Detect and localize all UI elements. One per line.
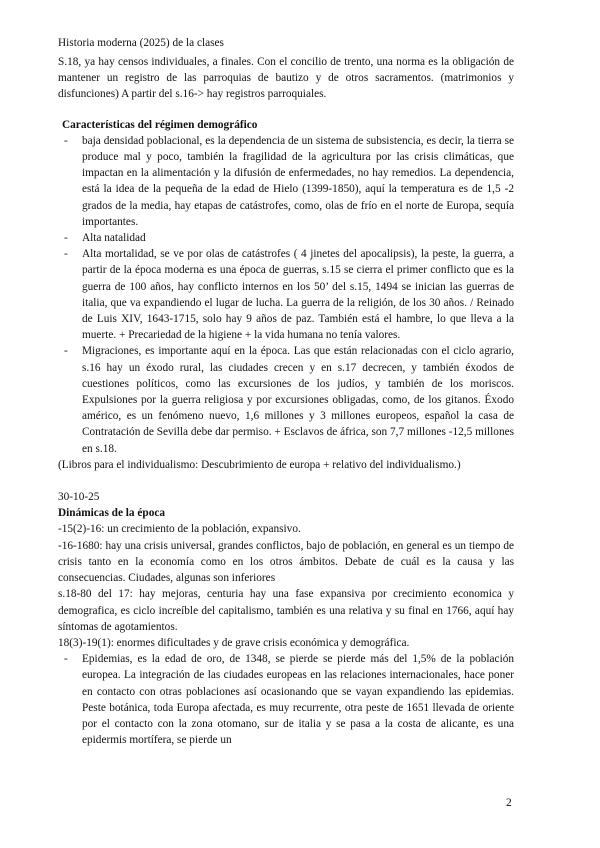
list-item: - Migraciones, es importante aquí en la época. Las que están relacionadas con el ciclo agrario, s.16 hay un éxodo rural, las ciudades crecen y en s.17 decrecen, y también éxodos de cuestiones políticos, como las excursiones de los judíos, y también de los moriscos. Expulsiones por la guerra religiosa y por excursiones obligadas, como, de los gitanos. Éxodo américo, es un fenómeno nuevo, 1,6 millones y 3 millones europeos, español la casa de Contratación de Sevilla debe dar permiso. + Esclavos de áfrica, son 7,7 millones -12,5 millones en s.18. <box>58 343 514 456</box>
books-note: (Libros para el individualismo: Descubrimiento de europa + relativo del individualismo.) <box>58 458 461 471</box>
list-item: - baja densidad poblacional, es la dependencia de un sistema de subsistencia, es decir, la tierra se produce mal y poco, también la fragilidad de la agricultura por las crisis climáticas, que impactan en la alimentación y la difusión de enfermedades, no hay remedios. La dependencia, está la idea de la pequeña de la edad de Hielo (1399-1850), aquí la temperatura es de 1,5 -2 grados de la media, hay etapas de catástrofes, como, olas de frío en el norte de Europa, sequía importantes. <box>58 133 514 230</box>
dynamics-paragraph: s.18-80 del 17: hay mejoras, centuria hay una fase expansiva por crecimiento economica y demografica, es ciclo increíble del capitalismo, también es una relativa y su final en 1766, aquí hay síntomas de agotamientos. <box>58 588 514 633</box>
document-body <box>58 54 514 748</box>
list-item: - Alta mortalidad, se ve por olas de catástrofes ( 4 jinetes del apocalipsis), la peste, la guerra, a partir de la época moderna es una época de guerras, s.15 se cierra el primer conflicto que es la guerra de 100 años, hay conflicto internos en los 50’ del s.15, 1494 se inician las guerras de italia, que va expandiendo el lugar de lucha. La guerra de la religión, de los 30 años. / Reinado de Luis XIV, 1643-1715, solo hay 9 años de paz. También está el hambre, lo que lleva a la muerte. + Precariedad de la higiene + la vida humana no tenía valores. <box>58 246 514 343</box>
dynamics-paragraph: -16-1680: hay una crisis universal, grandes conflictos, bajo de población, en general es un tiempo de crisis tanto en la economía como en los otros ámbitos. Debate de cuál es la causa y las consecuencias. Ciudades, algunas son inferiores <box>58 539 514 585</box>
page-number: 2 <box>506 797 512 809</box>
dynamics-paragraph: 18(3)-19(1): enormes dificultades y de grave crisis económica y demográfica. <box>58 636 410 649</box>
page-header: Historia moderna (2025) de la clases <box>58 37 224 49</box>
lecture-date: 30-10-25 <box>58 491 100 504</box>
section-heading-regimen: Características del régimen demográfico <box>62 118 258 131</box>
dynamics-paragraph: -15(2)-16: un crecimiento de la población, expansivo. <box>58 523 301 536</box>
intro-paragraph: S.18, ya hay censos individuales, a finales. Con el concilio de trento, una norma es la obligación de mantener un registro de las parroquias de bautizo y de otros sacramentos. (matrimonios y disfunciones) A partir del s.16-> hay registros parroquiales. <box>58 56 514 101</box>
list-item: - Epidemias, es la edad de oro, de 1348, se pierde se pierde más del 1,5% de la población europea. La integración de las ciudades europeas en las relaciones internacionales, hace poner en contacto con otras poblaciones así ocasionando que se vayan expandiendo las epidemias. Peste botánica, toda Europa afectada, es muy recurrente, otra peste de 1651 llevada de oriente por el contacto con la zona otomano, sur de italia y se pasa a la costa de alicante, es una epidermis mortífera, se pierde un <box>58 651 514 748</box>
list-item: - Alta natalidad <box>58 230 514 246</box>
dynamics-bullet-list <box>58 651 514 748</box>
regimen-bullet-list <box>58 133 514 457</box>
section-heading-dinamicas: Dinámicas de la época <box>58 507 166 520</box>
